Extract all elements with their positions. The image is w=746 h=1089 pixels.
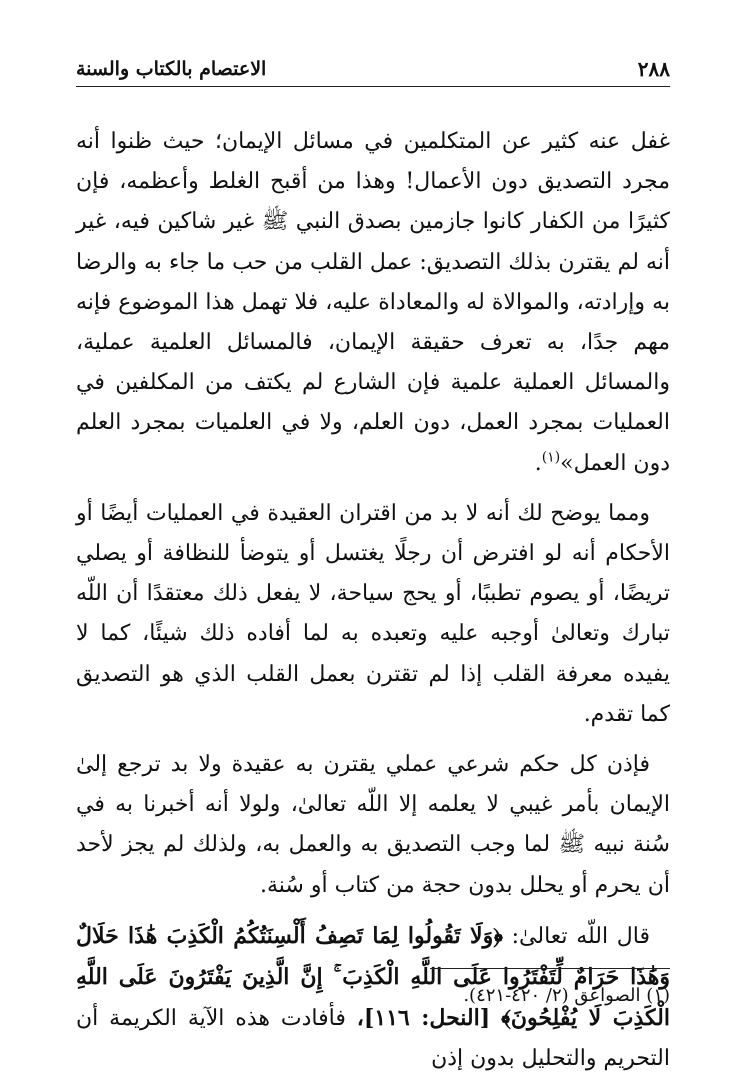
quran-verse: ﴿وَلَا تَقُولُوا لِمَا تَصِفُ أَلْسِنَتُكُمُ الْكَذِبَ هَٰذَا حَلَالٌ وَهَٰذَا حَرَامٌ لِّتَفْتَرُوا عَلَى اللَّهِ الْكَذِبَ ۚ إِنَّ الَّذِينَ يَفْتَرُونَ عَلَى اللَّهِ الْكَذِبَ لَا يُفْلِحُونَ﴾: [76, 922, 671, 1032]
page-header: [76, 52, 670, 87]
verse-intro: قال اللّه تعالىٰ:: [511, 923, 650, 949]
paragraph-3: فإذن كل حكم شرعي عملي يقترن به عقيدة ولا بد ترجع إلىٰ الإيمان بأمر غيبي لا يعلمه إلا اللّه تعالىٰ، ولولا أنه أخبرنا به في سُنة نبيه ﷺ لما وجب التصديق به والعمل به، ولذلك لم يجز لأحد أن يحرم أو يحلل بدون حجة من كتاب أو سُنة.: [76, 752, 670, 898]
footnote-separator: [430, 968, 670, 969]
running-title: الاعتصام بالكتاب والسنة: [76, 58, 267, 80]
footnote-marker: (١): [541, 449, 561, 466]
paragraph-1: غفل عنه كثير عن المتكلمين في مسائل الإيمان؛ حيث ظنوا أنه مجرد التصديق دون الأعمال! وهذا من أقبح الغلط وأعظمه، فإن كثيرًا من الكفار كانوا جازمين بصدق النبي ﷺ غير شاكين فيه، غير أنه لم يقترن بذلك التصديق: عمل القلب من حب ما جاء به والرضا به وإرادته، والموالاة له والمعاداة عليه، فلا تهمل هذا الموضوع فإنه مهم جدًا، به تعرف حقيقة الإيمان، فالمسائل العلمية عملية، والمسائل العملية علمية فإن الشارع لم يكتف من المكلفين في العمليات بمجرد العمل، دون العلم، ولا في العلميات بمجرد العلم دون العمل»$^{(١)}$.: [76, 129, 670, 476]
paragraph-2: ومما يوضح لك أنه لا بد من اقتران العقيدة في العمليات أيضًا أو الأحكام أنه لو افترض أن رجلًا يغتسل أو يتوضأ للنظافة أو يصلي تريضًا، أو يصوم تطببًا، أو يحج سياحة، لا يفعل ذلك معتقدًا أن اللّه تبارك وتعالىٰ أوجبه عليه وتعبده به لما أفاده ذلك شيئًا، كما لا يفيده معرفة القلب إذا لم تقترن بعمل القلب الذي هو التصديق كما تقدم.: [76, 500, 670, 727]
page-number: ٢٨٨: [637, 57, 670, 81]
verse-citation: [النحل: ١١٦]،: [356, 1005, 491, 1032]
footnote: (١) الصواعق (٢/ ٤٢٠-٤٢١).: [463, 985, 670, 1006]
paragraph-4: قال اللّه تعالىٰ: ﴿وَلَا تَقُولُوا لِمَا تَصِفُ أَلْسِنَتُكُمُ الْكَذِبَ هَٰذَا حَلَالٌ وَهَٰذَا حَرَامٌ لِّتَفْتَرُوا عَلَى اللَّهِ الْكَذِبَ ۚ إِنَّ الَّذِينَ يَفْتَرُونَ عَلَى اللَّهِ الْكَذِبَ لَا يُفْلِحُونَ﴾ [النحل: ١١٦]، فأفادت هذه الآية الكريمة أن التحريم والتحليل بدون إذن: [76, 922, 671, 1072]
page-body: [76, 122, 670, 1080]
